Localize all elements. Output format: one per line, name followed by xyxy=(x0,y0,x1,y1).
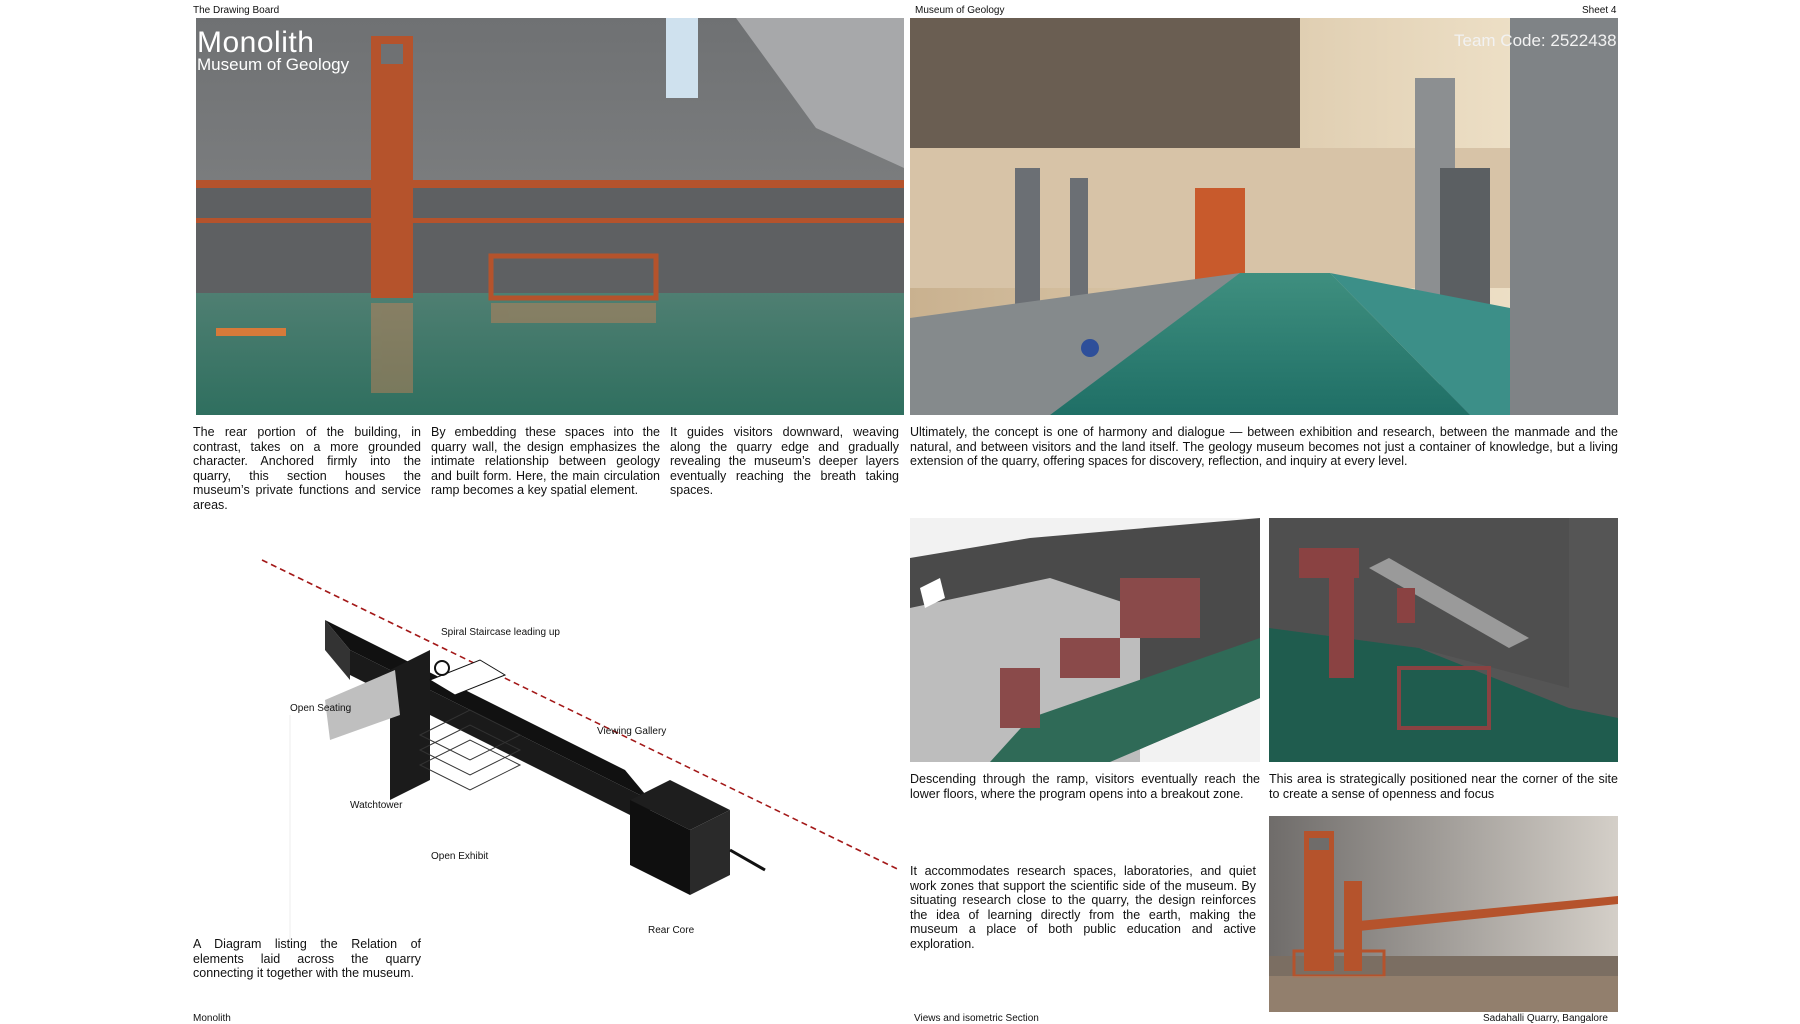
iso-left-caption: Descending through the ramp, visitors eventually reach the lower floors, where the program opens into a breakout zone. xyxy=(910,772,1260,801)
text-col-3: It guides visitors downward, weaving along the quarry edge and gradually revealing the museum’s deeper layers eventually reaching the breath taking spaces. xyxy=(670,425,899,498)
interior-render xyxy=(910,18,1618,415)
isometric-section-left xyxy=(910,518,1260,762)
text-col-1: The rear portion of the building, in contrast, takes on a more grounded character. Anchored firmly into the quarry, this section houses the museum’s private functions and service areas. xyxy=(193,425,421,512)
team-code: Team Code: 2522438 xyxy=(1454,31,1617,50)
label-spiral-staircase: Spiral Staircase leading up xyxy=(441,627,560,638)
label-open-exhibit: Open Exhibit xyxy=(431,851,489,862)
hero-render xyxy=(196,18,904,415)
isometric-section-right xyxy=(1269,518,1618,762)
diagram-caption: A Diagram listing the Relation of elements laid across the quarry connecting it together with the museum. xyxy=(193,937,421,981)
label-rear-core: Rear Core xyxy=(648,925,695,936)
header-right: Sheet 4 xyxy=(1582,5,1617,16)
exterior-render xyxy=(1269,816,1618,1012)
header-center: Museum of Geology xyxy=(915,5,1005,16)
hero-subtitle: Museum of Geology xyxy=(197,55,350,74)
isometric-diagram xyxy=(230,550,900,950)
footer-center: Views and isometric Section xyxy=(914,1013,1039,1024)
label-viewing-gallery: Viewing Gallery xyxy=(597,726,667,737)
header-left: The Drawing Board xyxy=(193,5,280,16)
footer-left: Monolith xyxy=(193,1013,231,1024)
label-watchtower: Watchtower xyxy=(350,800,403,811)
hero-title: Monolith xyxy=(197,26,315,59)
concept-paragraph: Ultimately, the concept is one of harmony and dialogue — between exhibition and research, between the manmade and the natural, and between visitors and the land itself. The geology museum becomes not just a container of knowledge, but a living extension of the quarry, offering spaces for discovery, reflection, and inquiry at every level. xyxy=(910,425,1618,469)
footer-right: Sadahalli Quarry, Bangalore xyxy=(1483,1013,1608,1024)
iso-right-caption: This area is strategically positioned near the corner of the site to create a sense of openness and focus xyxy=(1269,772,1618,801)
label-open-seating: Open Seating xyxy=(290,703,352,714)
text-col-2: By embedding these spaces into the quarry wall, the design emphasizes the intimate relationship between geology and built form. Here, the main circulation ramp becomes a key spatial element. xyxy=(431,425,660,498)
research-paragraph: It accommodates research spaces, laboratories, and quiet work zones that support the scientific side of the museum. By situating research close to the quarry, the design reinforces the idea of learning directly from the earth, making the museum a place of both public education and active exploration. xyxy=(910,864,1256,951)
